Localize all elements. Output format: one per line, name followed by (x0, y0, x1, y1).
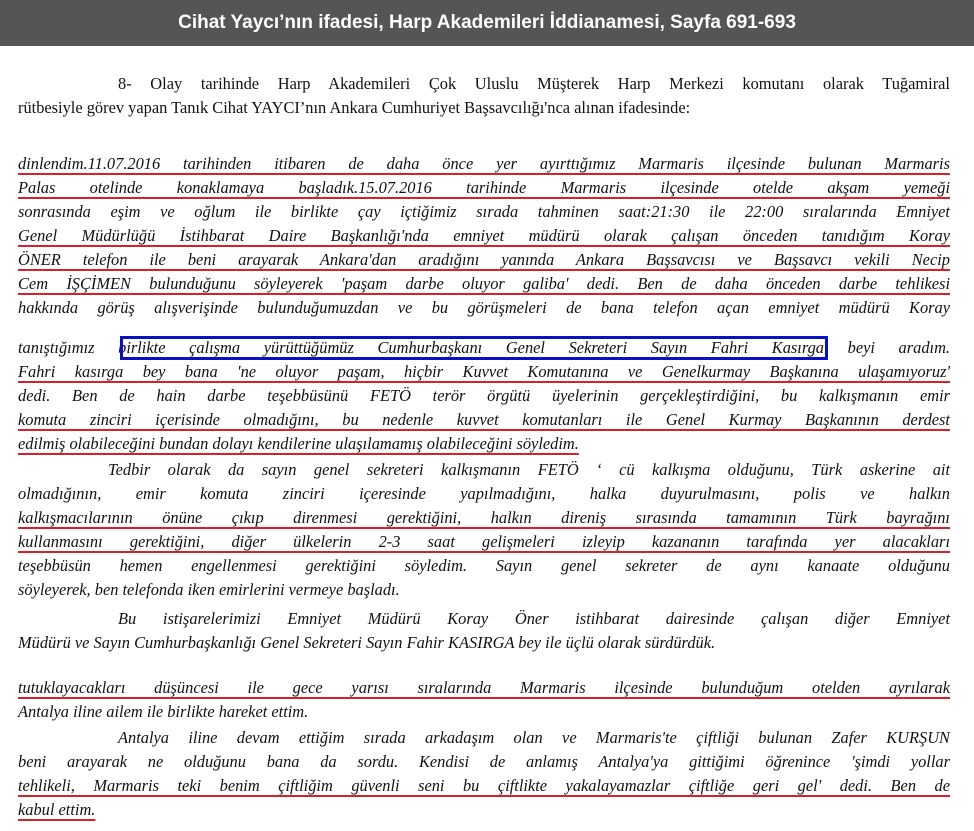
text-line: Müdürü ve Sayın Cumhurbaşkanlığı Genel Sekreteri Sayın Fahir KASIRGA bey ile üçlü olarak sürdürdük. (18, 633, 716, 652)
text-line: tanıştığımız birlikte çalışma yürüttüğümüz Cumhurbaşkanı Genel Sekreteri Sayın Fahri Kasırga beyi aradım. (18, 338, 950, 357)
text-line: Cem İŞÇİMEN bulunduğunu söyleyerek 'paşam darbe oluyor galiba' dedi. Ben de daha önceden darbe tehlikesi (18, 274, 950, 293)
document-title: Cihat Yaycı’nın ifadesi, Harp Akademileri İddianamesi, Sayfa 691-693 (178, 12, 796, 33)
text-line: hakkında görüş alışverişinde bulunduğumuzdan ve bu görüşmeleri de bana telefon açan emniyet müdürü Koray (18, 298, 950, 317)
text-line: edilmiş olabileceğini bundan dolayı kendilerine ulaşılamamış olabileceğini söyledim. (18, 434, 579, 453)
text-line: Fahri kasırga bey bana 'ne oluyor paşam, hiçbir Kuvvet Komutanına ve Genelkurmay Başkanına ulaşamıyoruz' (18, 362, 950, 381)
text-line: Bu istişarelerimizi Emniyet Müdürü Koray Öner istihbarat dairesinde çalışan diğer Emniyet (118, 609, 950, 628)
text-line: tutuklayacakları düşüncesi ile gece yarısı sıralarında Marmaris ilçesinde bulunduğum otelden ayrılarak (18, 678, 950, 697)
text-line: kullanmasını gerektiğini, diğer ülkelerin 2-3 saat gelişmeleri izleyip kazananın tarafında yer alacakları (18, 532, 950, 551)
text-line: teşebbüsün hemen engellenmesi gerektiğini söyledim. Sayın genel sekreter de aynı kanaate olduğunu (18, 556, 950, 575)
document-title-bar (0, 0, 974, 46)
text-line: rütbesiyle görev yapan Tanık Cihat YAYCI’nın Ankara Cumhuriyet Başsavcılığı'nca alınan ifadesinde: (18, 98, 691, 117)
text-line: ÖNER telefon ile beni arayarak Ankara'dan aradığını yanında Ankara Başsavcısı ve Başsavcı vekili Necip (18, 250, 950, 269)
text-line: kabul ettim. (18, 800, 96, 819)
text-line: dedi. Ben de hain darbe teşebbüsünü FETÖ terör örgütü üyelerinin gerçekleştirdiğini, bu kalkışmanın emir (18, 386, 950, 405)
text-line: beni arayarak ne olduğunu bana da sordu. Kendisi de anlamış Antalya'ya gittiğimi öğrenince 'şimdi yollar (18, 752, 950, 771)
text-line: Tedbir olarak da sayın genel sekreteri kalkışmanın FETÖ ‘ cü kalkışma olduğunu, Türk askerine ait (108, 460, 950, 479)
text-line: söyleyerek, ben telefonda iken emirlerini vermeye başladı. (18, 580, 400, 599)
highlight-box (120, 336, 828, 360)
text-line: Antalya iline ailem ile birlikte hareket ettim. (18, 702, 309, 721)
text-line: Antalya iline devam ettiğim sırada arkadaşım olan ve Marmaris'te çiftliği bulunan Zafer KURŞUN (118, 728, 950, 747)
text-line: komuta zinciri içerisinde olmadığını, bu nedenle kuvvet komutanları ile Genel Kurmay Başkanının derdest (18, 410, 950, 429)
text-line: Genel Müdürlüğü İstihbarat Daire Başkanlığı'nda emniyet müdürü olarak çalışan önceden tanıdığım Koray (18, 226, 950, 245)
text-line: dinlendim.11.07.2016 tarihinden itibaren de daha önce yer ayırttığımız Marmaris ilçesinde bulunan Marmaris (18, 154, 950, 173)
text-line: kalkışmacılarının önüne çıkıp direnmesi gerektiğini, halkın direniş sırasında tamamının Türk bayrağını (18, 508, 950, 527)
text-line: olmadığının, emir komuta zinciri içeresinde yapılmadığını, halka duyurulmasını, polis ve halkın (18, 484, 950, 503)
text-line: Palas otelinde konaklamaya başladık.15.07.2016 tarihinde Marmaris ilçesinde otelde akşam yemeği (18, 178, 950, 197)
text-line: tehlikeli, Marmaris teki benim çiftliğim güvenli seni bu çiftlikte yakalayamazlar çiftliğe geri gel' dedi. Ben de (18, 776, 950, 795)
text-line: sonrasında eşim ve oğlum ile birlikte çay içtiğimiz sırada tahminen saat:21:30 ile 22:00 sıralarında Emniyet (18, 202, 950, 221)
text-line: 8- Olay tarihinde Harp Akademileri Çok Uluslu Müşterek Harp Merkezi komutanı olarak Tuğamiral (118, 74, 950, 93)
